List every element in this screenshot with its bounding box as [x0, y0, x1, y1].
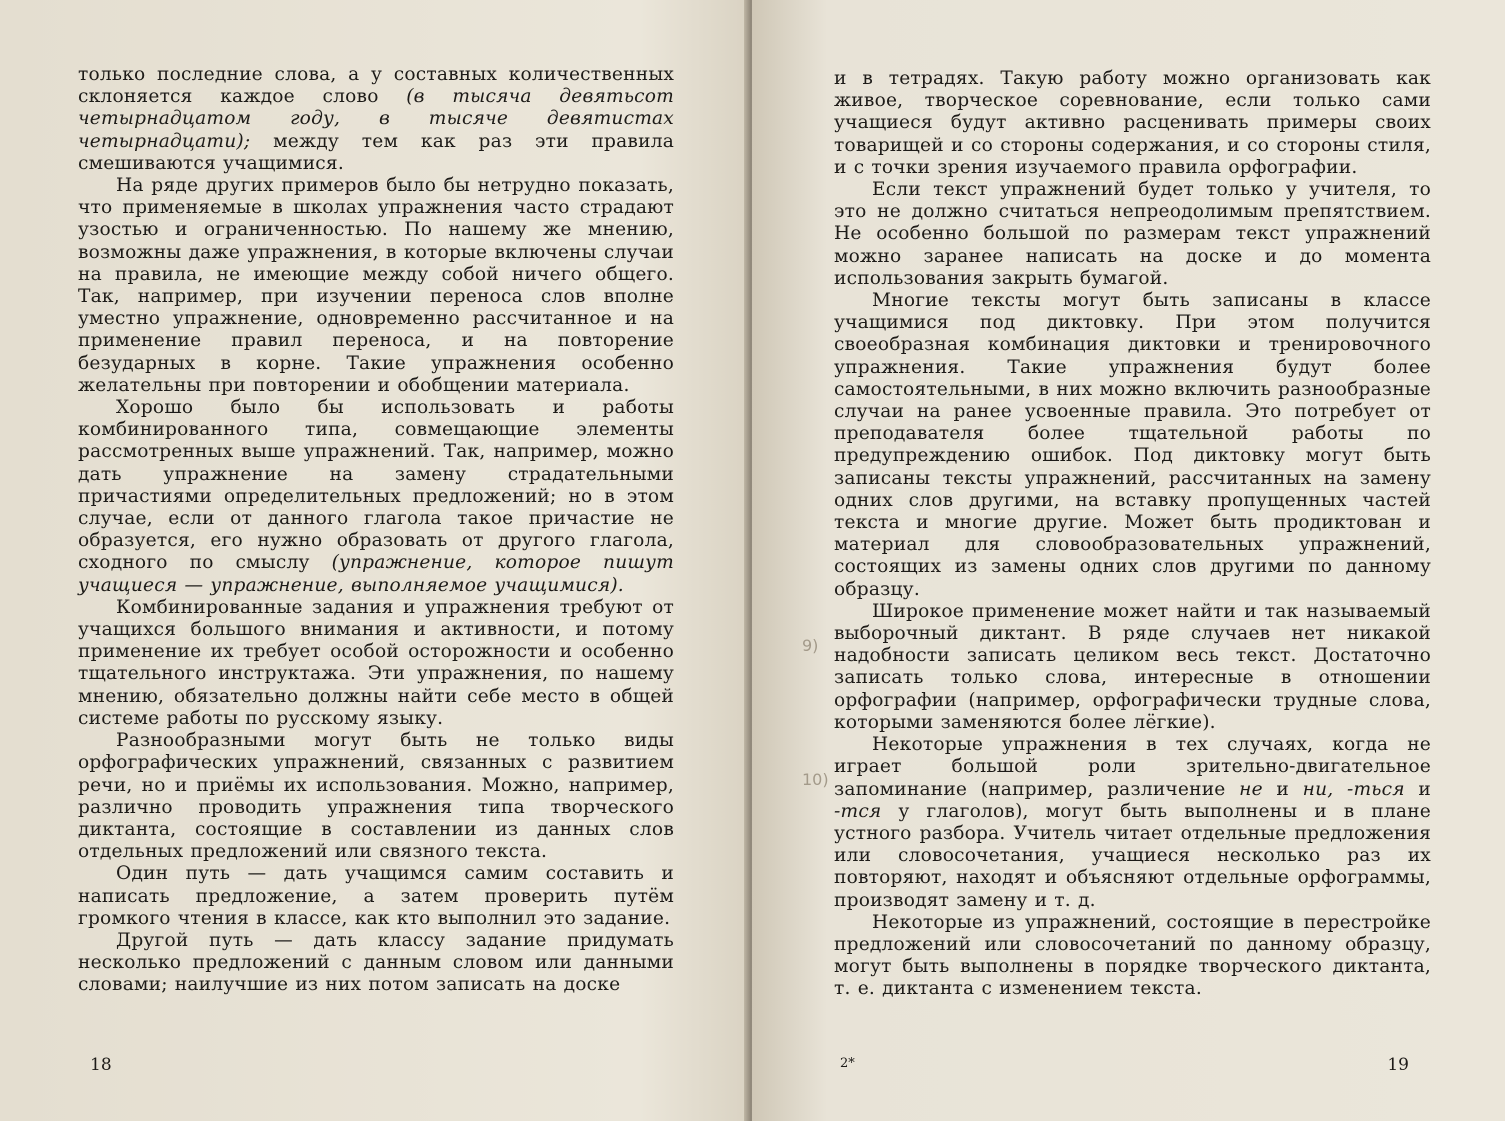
- text-run: Если текст упражнений будет только у учителя, то это не должно считаться непреодолимым препятствием. Не особенно большой по размерам текст упражнений можно заранее написать на доске и до момента использования закрыть бумагой.: [834, 179, 1431, 289]
- text-run: Некоторые упражнения в тех случаях, когда не играет большой роли зрительно-двигательное запоминание (например, различение: [834, 734, 1431, 800]
- signature-mark: 2*: [840, 1056, 855, 1071]
- text-run: Разнообразными могут быть не только виды орфографических упражнений, связанных с развитием речи, но и приёмы их использования. Можно, например, различно проводить упражнения типа творческого диктанта, состоящие в составлении из данных слов отдельных предложений или связного текста.: [78, 730, 674, 863]
- paragraph: [834, 290, 1431, 601]
- text-run: Некоторые из упражнений, состоящие в перестройке предложений или словосочетаний по данному образцу, могут быть выполнены в порядке творческого диктанта, т. е. диктанта с изменением текста.: [834, 911, 1431, 1000]
- left-page-text: [78, 64, 674, 997]
- paragraph: [78, 175, 674, 397]
- italic-text: -тся: [834, 800, 882, 822]
- paragraph: [78, 863, 674, 930]
- italic-text: (в тысяча девятьсот четырнадцатом году, в тысяче девятистах четырнадцати);: [78, 86, 675, 152]
- italic-text: (упражнение, которое пишут учащиеся — упражнение, выполняемое учащимися).: [78, 552, 674, 596]
- page-number-left: 18: [90, 1055, 112, 1075]
- page-number-right: 19: [1387, 1055, 1409, 1075]
- right-page-text: [834, 68, 1431, 1001]
- paragraph: [78, 397, 674, 597]
- text-run: между тем как раз эти правила смешиваются учащимися.: [78, 130, 674, 174]
- text-run: Многие тексты могут быть записаны в классе учащимися под диктовку. При этом получится своеобразная комбинация диктовки и тренировочного упражнения. Такие упражнения будут более самостоятельными, в них можно включить разнообразные случаи на ранее усвоенные правила. Это потребует от преподавателя более тщательной работы по предупреждению ошибок. Под диктовку могут быть записаны тексты упражнений, рассчитанных на замену одних слов другими, на вставку пропущенных частей текста и многие другие. Может быть продиктован и материал для словообразовательных упражнений, состоящих из замены одних слов другими по данному образцу.: [834, 290, 1431, 600]
- text-run: только последние слова, а у составных количественных склоняется каждое слово: [78, 64, 674, 108]
- paragraph: [78, 597, 674, 730]
- italic-text: не: [1239, 778, 1263, 800]
- text-run: На ряде других примеров было бы нетрудно показать, что применяемые в школах упражнения часто страдают узостью и ограниченностью. По нашему же мнению, возможны даже упражнения, в которые включены случаи на правила, не имеющие между собой ничего общего. Так, например, при изучении переноса слов вполне уместно упражнение, одновременно рассчитанное и на применение правил переноса, и на повторение безударных в корне. Такие упражнения особенно желательны при повторении и обобщении материала.: [78, 175, 674, 396]
- left-page: [0, 0, 752, 1121]
- margin-note-10: 10): [802, 770, 829, 789]
- paragraph: [834, 68, 1431, 179]
- text-run: и: [1262, 778, 1303, 800]
- paragraph: [834, 912, 1431, 1001]
- right-page: [752, 0, 1505, 1121]
- text-run: Широкое применение может найти и так называемый выборочный диктант. В ряде случаев нет никакой надобности записать целиком весь текст. Достаточно записать только слова, интересные в отношении орфографии (например, орфографически трудные слова, которыми заменяются более лёгкие).: [834, 600, 1431, 733]
- text-run: и в тетрадях. Такую работу можно организовать как живое, творческое соревнование, если только сами учащиеся будут активно расценивать примеры своих товарищей и со стороны содержания, и со стороны стиля, и с точки зрения изучаемого правила орфографии.: [834, 68, 1431, 178]
- paragraph: [834, 601, 1431, 734]
- paragraph: [834, 734, 1431, 912]
- margin-note-9: 9): [802, 636, 819, 655]
- paragraph: [78, 64, 674, 175]
- paragraph: [78, 730, 674, 863]
- text-run: и: [1404, 778, 1431, 800]
- paragraph: [834, 179, 1431, 290]
- paragraph: [78, 930, 674, 997]
- text-run: у глаголов), могут быть выполнены и в плане устного разбора. Учитель читает отдельные предложения или словосочетания, учащиеся несколько раз их повторяют, находят и объясняют отдельные орфограммы, производят замену и т. д.: [834, 800, 1431, 911]
- text-run: Один путь — дать учащимся самим составить и написать предложение, а затем проверить путём громкого чтения в классе, как кто выполнил это задание.: [78, 863, 674, 929]
- text-run: Комбинированные задания и упражнения требуют от учащихся большого внимания и активности, и потому применение их требует особой осторожности и особенно тщательного инструктажа. Эти упражнения, по нашему мнению, обязательно должны найти себе место в общей системе работы по русскому языку.: [78, 596, 674, 729]
- italic-text: ни, -ться: [1302, 778, 1405, 800]
- text-run: Хорошо было бы использовать и работы комбинированного типа, совмещающие элементы рассмотренных выше упражнений. Так, например, можно дать упражнение на замену страдательными причастиями определительных предложений; но в этом случае, если от данного глагола такое причастие не образуется, его нужно образовать от другого глагола, сходного по смыслу: [78, 397, 674, 574]
- text-run: Другой путь — дать классу задание придумать несколько предложений с данным словом или данными словами; наилучшие из них потом записать на доске: [78, 929, 674, 996]
